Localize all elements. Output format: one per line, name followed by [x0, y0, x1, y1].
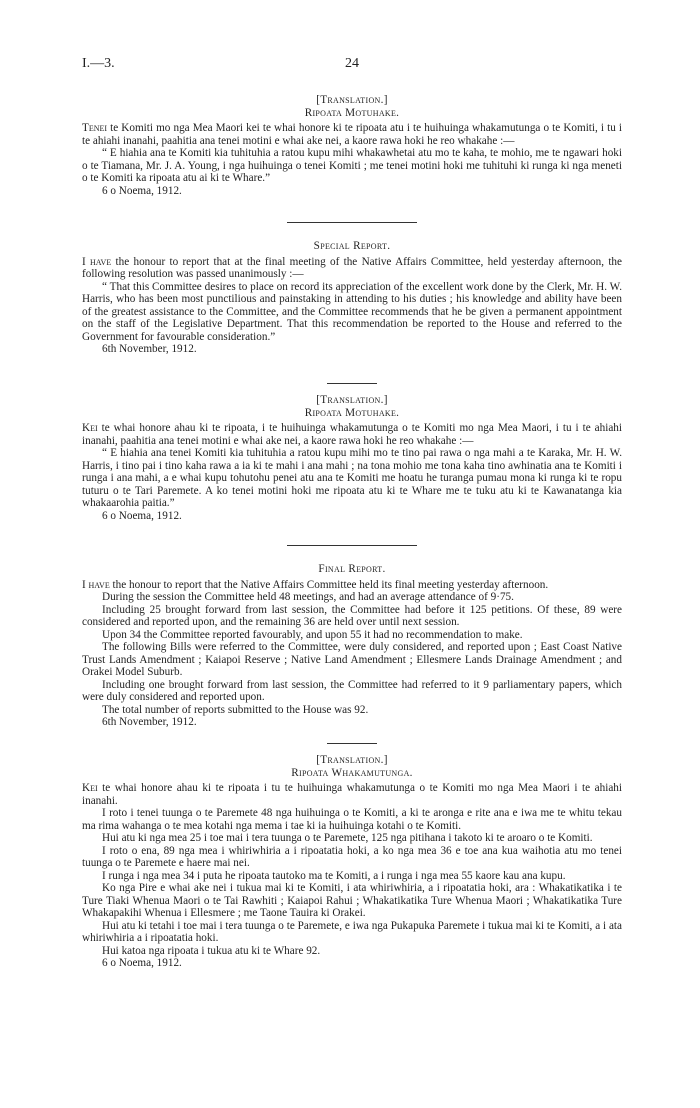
paragraph-intro: I have the honour to report that the Native Affairs Committee held its final meeting yesterday afternoon. [82, 578, 549, 591]
section-divider [287, 545, 417, 546]
section-divider [327, 383, 377, 384]
paragraph-papers: Hui atu ki tetahi i toe mai i tera tuunga o te Paremete, e iwa nga Pukapuka Paremete i tukua mai ki te Komiti, a i ata whiriwhiria a i ripoatatia hoki. [82, 919, 622, 944]
paragraph-papers: Including one brought forward from last session, the Committee had referred to it 9 parliamentary papers, which were duly considered and reported upon. [82, 678, 622, 703]
date-line: 6 o Noema, 1912. [102, 957, 182, 969]
paragraph-intro: Kei te whai honore ahau ki te ripoata i tu te huihuinga whakamutunga o te Komiti mo nga Mea Maori i te ahiahi inanahi. [82, 782, 622, 807]
lead-word: I have [82, 578, 110, 591]
section-title: Ripoata Motuhake. [304, 106, 400, 119]
section-title: Special Report. [313, 240, 391, 252]
translation-label: [Translation.] [316, 754, 388, 766]
translation-label: [Translation.] [316, 394, 388, 406]
translation-label: [Translation.] [316, 94, 388, 106]
page-number: 24 [345, 56, 359, 71]
section-title: Final Report. [318, 563, 386, 575]
quoted-motion: “ E hiahia ana tenei Komiti kia tuhituhia a ratou kupu mihi mo te tino pai rawa o nga mahi a te Karaka, Mr. H. W. Harris, i tino pai i tino kaha rawa a ia ki te mahi i ana mahi ; na tona mohio me tona kaha tino awhinatia ana te Komiti i runga i ana mahi, a e whai kupu tohutohu penei atu ana te Komiti me hoatu he turanga pumau mona ki runga ki te ropu tuturu o te Tari Paremete. A ko tenei motini hoki me ripoata atu ki te Whare me te tuku atu ki te Kawanatanga kia whakaarohia paitia.” [82, 447, 622, 509]
lead-word: I have [82, 255, 112, 268]
paragraph-total: Hui katoa nga ripoata i tukua atu ki te Whare 92. [102, 944, 321, 957]
section-title: Ripoata Whakamutunga. [291, 766, 413, 779]
paragraph-bills: Ko nga Pire e whai ake nei i tukua mai ki te Komiti, i ata whiriwhiria, a i ripoatatia hoki, ara : Whakatikatika i te Ture Tiaki Whenua Maori o te Tai Rawhiti ; Kaiapoi Rahui ; Whakatikatika Ture Whenua Maori ; Whakatikatika Ture Whakapakihi Whenua i Ellesmere ; me Taone Tauira ki Orakei. [82, 882, 622, 919]
document-reference: I.—3. [82, 56, 115, 71]
paragraph-intro: Kei te whai honore ahau ki te ripoata, i te huihuinga whakamutunga o te Komiti mo nga Mea Maori, i tu i te ahiahi inanahi, paahitia ana tenei motini e whai ake nei, a kaore rawa hoki he reo whakahe :— [82, 422, 622, 447]
lead-word: Kei [82, 422, 98, 434]
section-ripoata-whakamutunga [82, 754, 622, 970]
paragraph-recommendations: Upon 34 the Committee reported favourably, and upon 55 it had no recommendation to make. [102, 628, 523, 641]
section-final-report [82, 563, 622, 729]
paragraph-recommendations: I runga i nga mea 34 i puta he ripoata tautoko ma te Komiti, a i runga i nga mea 55 kaore kau ana kupu. [102, 869, 566, 882]
paragraph-intro: Tenei te Komiti mo nga Mea Maori kei te whai honore ki te ripoata atu i te huihuinga whakamutunga o te Komiti, i tu i te ahiahi inanahi, paahitia ana tenei motini e whai ake nei, a kaore rawa hoki he reo whakahe :— [82, 122, 622, 147]
section-divider [327, 743, 377, 744]
date-line: 6 o Noema, 1912. [102, 509, 182, 522]
date-line: 6th November, 1912. [102, 343, 197, 355]
running-head [82, 58, 622, 78]
paragraph-bills: The following Bills were referred to the Committee, were duly considered, and reported upon ; East Coast Native Trust Lands Amendment ; Kaiapoi Reserve ; Native Land Amendment ; Ellesmere Lands Drainage Amendment ; and Orakei Model Suburb. [82, 641, 622, 678]
date-line: 6 o Noema, 1912. [102, 184, 182, 197]
date-line: 6th November, 1912. [102, 716, 197, 728]
section-special-report [82, 240, 622, 356]
paragraph-intro: I have the honour to report that at the final meeting of the Native Affairs Committee, held yesterday afternoon, the following resolution was passed unanimously :— [82, 255, 622, 280]
paragraph-meetings: During the session the Committee held 48 meetings, and had an average attendance of 9·75. [102, 591, 514, 603]
paragraph-total: The total number of reports submitted to the House was 92. [102, 703, 369, 716]
quoted-resolution: “ That this Committee desires to place on record its appreciation of the excellent work done by the Clerk, Mr. H. W. Harris, who has been most punctilious and painstaking in attending to his duties ; his knowledge and ability have been of the greatest assistance to the Committee, and the Committee recommends that he be given a permanent appointment on the staff of the Legislative Department. That this recommendation be reported to the House and referred to the Government for favourable consideration.” [82, 280, 622, 343]
section-ripoata-motuhake-1 [82, 94, 622, 197]
paragraph-petitions: Hui atu ki nga mea 25 i toe mai i tera tuunga o te Paremete, 125 nga pitihana i takoto ki te aroaro o te Komiti. [102, 832, 593, 844]
quoted-motion: “ E hiahia ana te Komiti kia tuhituhia a ratou kupu mihi whakawhetai atu mo te kaha, te mohio, me te ngawari hoki o te Tiamana, Mr. J. A. Young, i nga huihuinga o tenei Komiti ; me tenei motini hoki me tuhituhi ki runga ki nga meneti o te Komiti ka ripoata atu ai ki te Whare.” [82, 147, 622, 184]
section-ripoata-motuhake-2 [82, 394, 622, 522]
lead-word: Tenei [82, 122, 108, 134]
lead-word: Kei [82, 782, 98, 794]
section-divider [287, 222, 417, 223]
paragraph-petitions: Including 25 brought forward from last session, the Committee had before it 125 petitions. Of these, 89 were considered and reported upon, and the remaining 36 are held over until next session. [82, 603, 622, 628]
section-title: Ripoata Motuhake. [304, 406, 400, 419]
paragraph-meetings: I roto i tenei tuunga o te Paremete 48 nga huihuinga o te Komiti, a ki te aronga e rite ana e iwa me te whitu tekau ma rima wahanga o te mea kotahi nga mema i tae ki ia huihuinga kotahi o te Komiti. [82, 807, 622, 832]
paragraph-considered: I roto o ena, 89 nga mea i whiriwhiria a i ripoatatia hoki, a ko nga mea 36 e toe ana kua waihotia atu mo tenei tuunga o te Paremete e haere mai nei. [82, 844, 622, 869]
